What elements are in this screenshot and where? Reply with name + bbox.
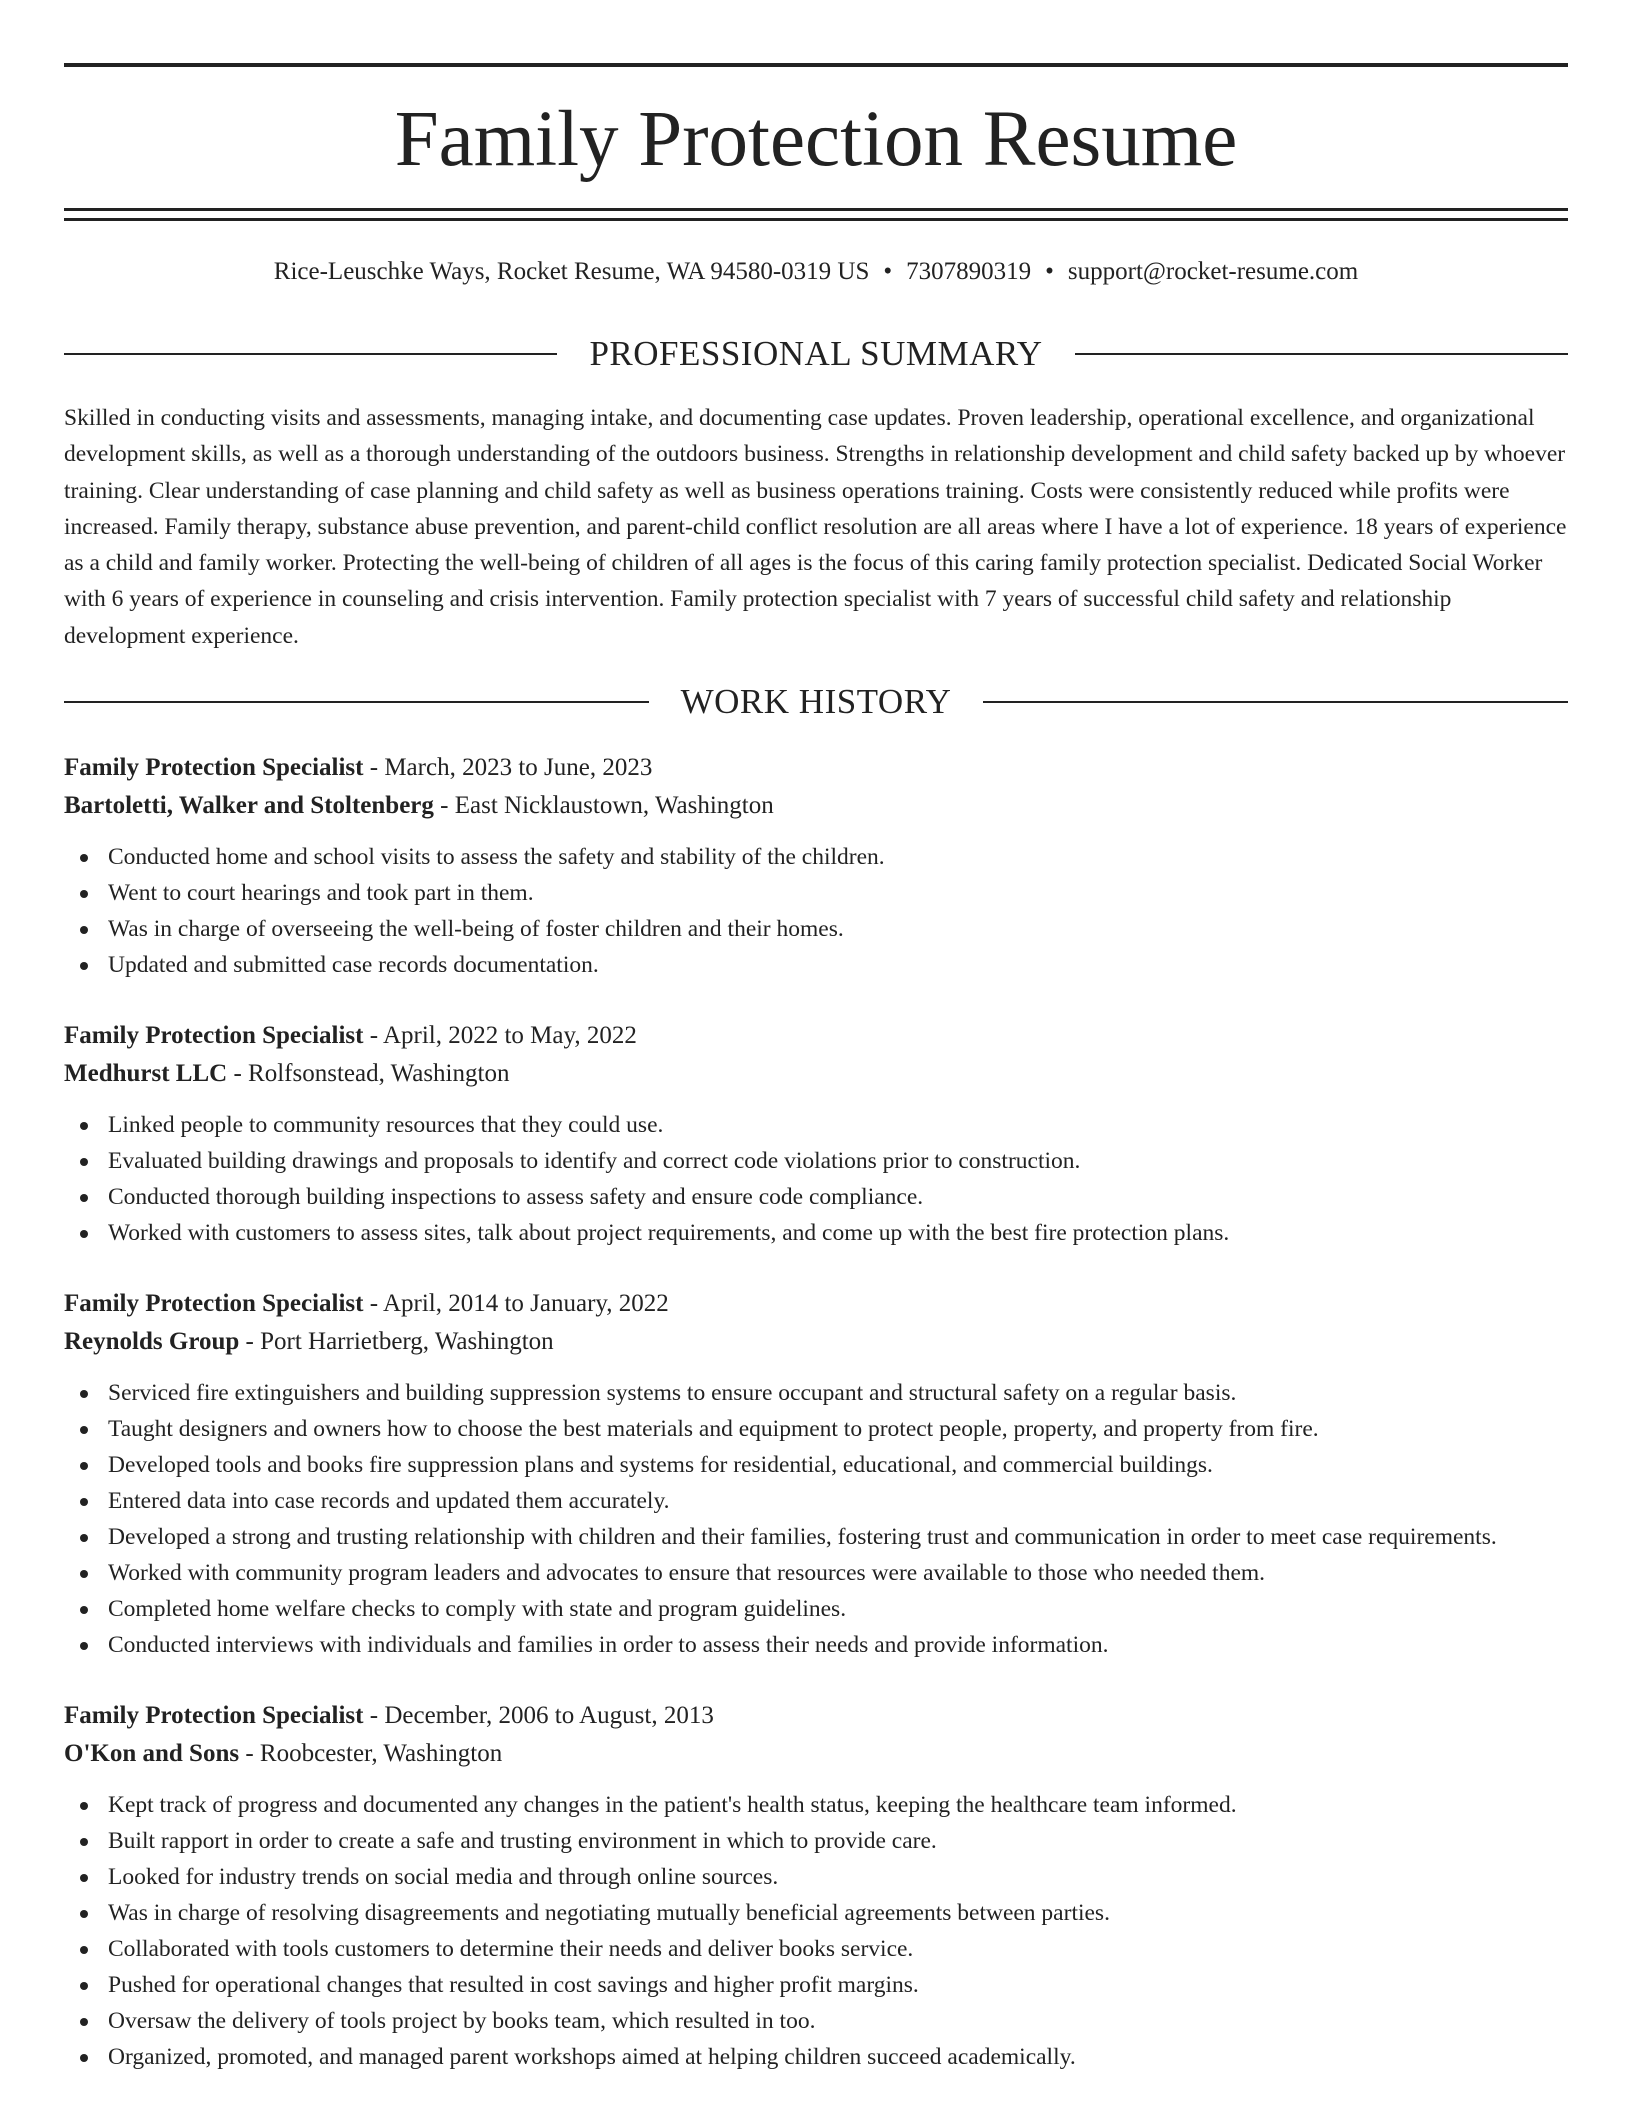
job-company-line <box>64 1323 1568 1361</box>
job-company: O'Kon and Sons <box>64 1740 240 1767</box>
heading-rule-left <box>64 701 649 703</box>
job-bullet: Completed home welfare checks to comply with state and program guidelines. <box>64 1591 1568 1627</box>
job-title-line <box>64 749 1568 787</box>
job-location: - East Nicklaustown, Washington <box>433 792 774 819</box>
job-bullet: Linked people to community resources that they could use. <box>64 1107 1568 1143</box>
title-double-rule <box>64 208 1568 221</box>
summary-text: Skilled in conducting visits and assessments, managing intake, and documenting case updates. Proven leadership, operational excellence, and organizational development skills, as well as a thorough understanding of the outdoors business. Strengths in relationship development and child safety backed up by whoever training. Clear understanding of case planning and child safety as well as business operations training. Costs were consistently reduced while profits were increased. Family therapy, substance abuse prevention, and parent-child conflict resolution are all areas where I have a lot of experience. 18 years of experience as a child and family worker. Protecting the well-being of children of all ages is the focus of this caring family protection specialist. Dedicated Social Worker with 6 years of experience in counseling and crisis intervention. Family protection specialist with 7 years of successful child safety and relationship development experience. <box>64 405 1567 649</box>
job-bullet: Built rapport in order to create a safe and trusting environment in which to provide care. <box>64 1823 1568 1859</box>
job-bullets <box>64 1787 1568 2075</box>
job-bullet: Oversaw the delivery of tools project by books team, which resulted in too. <box>64 2003 1568 2039</box>
summary-heading <box>64 332 1568 376</box>
job-title-line <box>64 1285 1568 1323</box>
job-title: Family Protection Specialist <box>64 1022 364 1049</box>
job-bullet: Went to court hearings and took part in them. <box>64 875 1568 911</box>
job-bullet: Conducted interviews with individuals and families in order to assess their needs and provide information. <box>64 1627 1568 1663</box>
job-bullets <box>64 1107 1568 1251</box>
job-bullets <box>64 839 1568 983</box>
job-title: Family Protection Specialist <box>64 1702 364 1729</box>
job-bullet: Serviced fire extinguishers and building suppression systems to ensure occupant and structural safety on a regular basis. <box>64 1375 1568 1411</box>
job-title-line <box>64 1697 1568 1735</box>
job-bullet: Was in charge of resolving disagreements and negotiating mutually beneficial agreements between parties. <box>64 1895 1568 1931</box>
contact-address: Rice-Leuschke Ways, Rocket Resume, WA 94580-0319 US <box>273 258 870 285</box>
job-company-line <box>64 1055 1568 1093</box>
job-company: Reynolds Group <box>64 1328 240 1355</box>
work-history-heading <box>64 680 1568 724</box>
job-dates: - December, 2006 to August, 2013 <box>363 1702 714 1729</box>
contact-separator: • <box>1045 258 1054 285</box>
job-bullet: Looked for industry trends on social media and through online sources. <box>64 1859 1568 1895</box>
job-bullet: Taught designers and owners how to choose the best materials and equipment to protect people, property, and property from fire. <box>64 1411 1568 1447</box>
contact-line <box>64 254 1568 290</box>
job-entry <box>64 749 1568 983</box>
job-location: - Port Harrietberg, Washington <box>239 1328 554 1355</box>
job-bullets <box>64 1375 1568 1663</box>
job-bullet: Developed tools and books fire suppression plans and systems for residential, educational, and commercial buildings. <box>64 1447 1568 1483</box>
job-bullet: Entered data into case records and updated them accurately. <box>64 1483 1568 1519</box>
summary-heading-label: PROFESSIONAL SUMMARY <box>589 334 1043 373</box>
job-location: - Rolfsonstead, Washington <box>227 1060 510 1087</box>
heading-rule-right <box>983 701 1568 703</box>
job-bullet: Pushed for operational changes that resulted in cost savings and higher profit margins. <box>64 1967 1568 2003</box>
contact-phone: 7307890319 <box>906 258 1032 285</box>
job-bullet: Kept track of progress and documented any changes in the patient's health status, keeping the healthcare team informed. <box>64 1787 1568 1823</box>
work-history-list <box>64 749 1568 2109</box>
job-company-line <box>64 1735 1568 1773</box>
job-title: Family Protection Specialist <box>64 1290 364 1317</box>
job-dates: - April, 2022 to May, 2022 <box>363 1022 637 1049</box>
job-bullet: Updated and submitted case records documentation. <box>64 947 1568 983</box>
job-bullet: Developed a strong and trusting relationship with children and their families, fostering trust and communication in order to meet case requirements. <box>64 1519 1568 1555</box>
job-entry <box>64 1285 1568 1663</box>
job-bullet: Worked with customers to assess sites, talk about project requirements, and come up with the best fire protection plans. <box>64 1215 1568 1251</box>
work-history-heading-label: WORK HISTORY <box>680 682 952 721</box>
job-dates: - April, 2014 to January, 2022 <box>363 1290 669 1317</box>
contact-email: support@rocket-resume.com <box>1067 258 1359 285</box>
job-bullet: Collaborated with tools customers to determine their needs and deliver books service. <box>64 1931 1568 1967</box>
job-bullet: Organized, promoted, and managed parent workshops aimed at helping children succeed academically. <box>64 2039 1568 2075</box>
heading-rule-right <box>1075 353 1568 355</box>
job-bullet: Conducted thorough building inspections to assess safety and ensure code compliance. <box>64 1179 1568 1215</box>
heading-rule-left <box>64 353 557 355</box>
resume-title: Family Protection Resume <box>394 96 1238 183</box>
job-bullet: Was in charge of overseeing the well-being of foster children and their homes. <box>64 911 1568 947</box>
contact-separator: • <box>883 258 893 285</box>
job-bullet: Worked with community program leaders and advocates to ensure that resources were available to those who needed them. <box>64 1555 1568 1591</box>
job-location: - Roobcester, Washington <box>239 1740 503 1767</box>
job-title-line <box>64 1017 1568 1055</box>
job-title: Family Protection Specialist <box>64 754 364 781</box>
job-entry <box>64 1017 1568 1251</box>
job-entry <box>64 1697 1568 2075</box>
job-bullet: Conducted home and school visits to assess the safety and stability of the children. <box>64 839 1568 875</box>
job-dates: - March, 2023 to June, 2023 <box>363 754 653 781</box>
job-bullet: Evaluated building drawings and proposals to identify and correct code violations prior to construction. <box>64 1143 1568 1179</box>
top-rule <box>64 63 1568 67</box>
job-company: Medhurst LLC <box>64 1060 228 1087</box>
job-company-line <box>64 787 1568 825</box>
job-company: Bartoletti, Walker and Stoltenberg <box>64 792 434 819</box>
